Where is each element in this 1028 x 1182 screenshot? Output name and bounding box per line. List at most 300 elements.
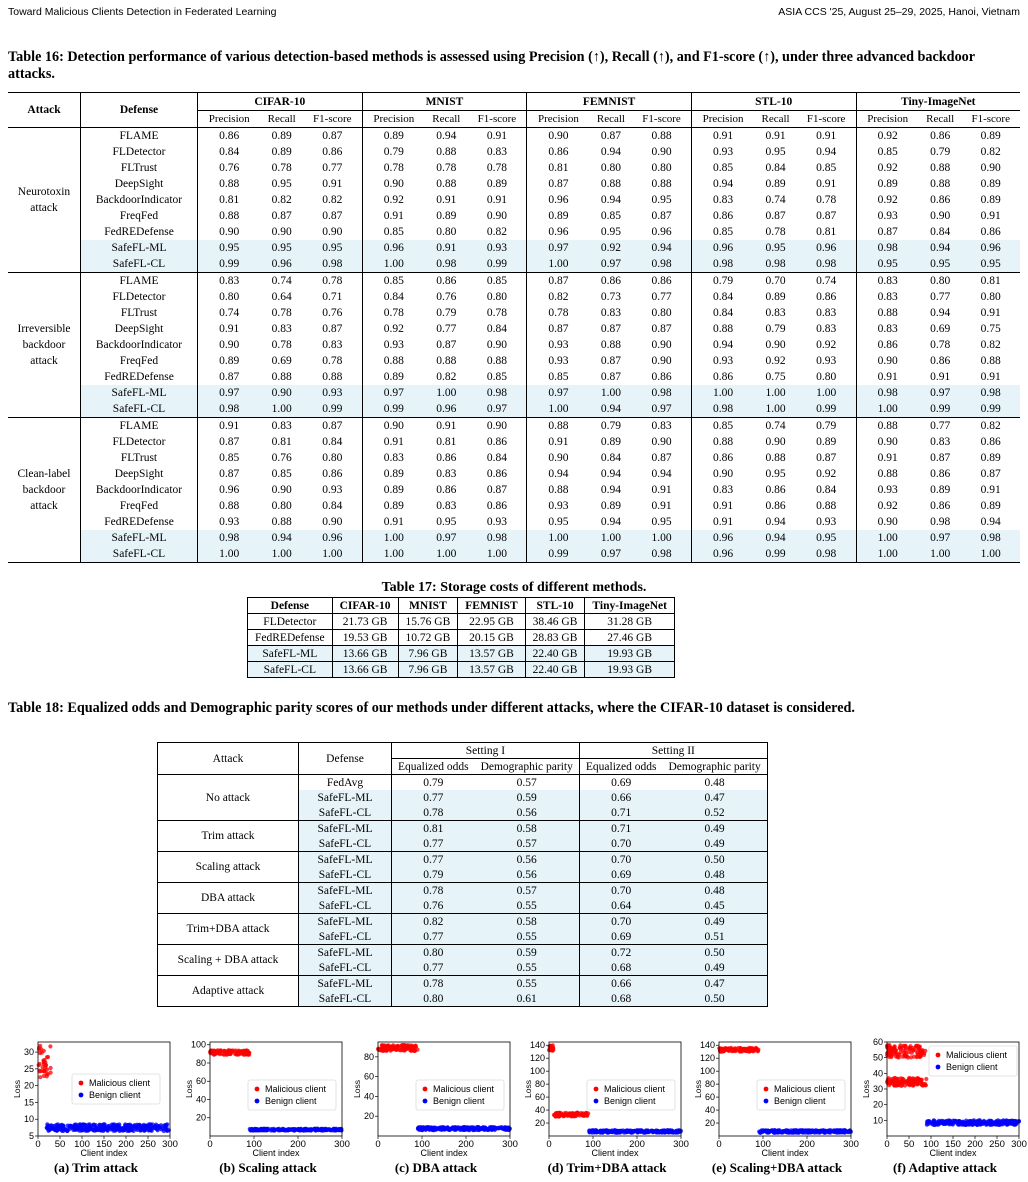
t16-value-cell: 0.89 bbox=[468, 176, 527, 192]
t16-value-cell: 0.91 bbox=[548, 435, 569, 448]
t16-value-cell: 0.87 bbox=[797, 208, 856, 224]
t16-value-cell: 0.83 bbox=[271, 322, 292, 335]
table-row bbox=[8, 337, 1020, 353]
t17-header-cell: CIFAR-10 bbox=[332, 598, 398, 614]
t16-value-cell: 0.92 bbox=[877, 499, 898, 512]
scatter-point bbox=[768, 1129, 772, 1133]
t16-value-cell: 0.77 bbox=[436, 322, 457, 335]
t17-cell: SafeFL-ML bbox=[248, 646, 333, 662]
t16-value-cell: 0.88 bbox=[632, 128, 691, 145]
t16-value-cell: 0.77 bbox=[303, 160, 362, 176]
scatter-point bbox=[659, 1129, 663, 1133]
t16-value-cell: 0.88 bbox=[219, 499, 240, 512]
t18-value-cell: 0.61 bbox=[475, 991, 580, 1007]
t16-value-cell: 0.92 bbox=[383, 193, 404, 206]
scatter-point bbox=[442, 1127, 446, 1131]
y-tick-label: 20 bbox=[195, 1112, 206, 1123]
t16-value-cell: 1.00 bbox=[198, 546, 261, 563]
scatter-plot-svg bbox=[861, 1036, 1028, 1160]
t16-value-cell: 0.79 bbox=[383, 145, 404, 158]
t18-value-cell: 0.70 bbox=[579, 883, 662, 899]
t16-value-cell: 0.77 bbox=[632, 289, 691, 305]
t16-value-cell: 0.94 bbox=[797, 144, 856, 160]
scatter-point bbox=[889, 1048, 893, 1052]
scatter-point bbox=[490, 1127, 494, 1131]
t16-value-cell: 1.00 bbox=[425, 385, 468, 401]
scatter-plot bbox=[523, 1036, 691, 1182]
t16-value-cell: 0.86 bbox=[930, 193, 951, 206]
table-row bbox=[8, 385, 1020, 401]
t16-value-cell: 0.85 bbox=[383, 274, 404, 287]
table-row bbox=[158, 945, 768, 961]
t16-value-cell: 0.88 bbox=[303, 369, 362, 385]
t16-value-cell: 0.93 bbox=[383, 338, 404, 351]
t16-value-cell: 1.00 bbox=[754, 385, 797, 401]
x-tick-label: 150 bbox=[945, 1139, 961, 1150]
scatter-point bbox=[626, 1130, 630, 1134]
scatter-point bbox=[304, 1128, 308, 1132]
t16-value-cell: 0.96 bbox=[797, 240, 856, 256]
t16-metric-header: Precision bbox=[691, 111, 754, 128]
t16-value-cell: 0.84 bbox=[383, 290, 404, 303]
scatter-point bbox=[209, 1049, 213, 1053]
x-tick-label: 100 bbox=[923, 1139, 939, 1150]
x-tick-label: 200 bbox=[118, 1139, 134, 1150]
t16-value-cell: 0.97 bbox=[632, 401, 691, 418]
t17-cell: 21.73 GB bbox=[332, 614, 398, 630]
scatter-point bbox=[45, 1122, 49, 1126]
t16-value-cell: 0.88 bbox=[765, 451, 786, 464]
t16-value-cell: 0.89 bbox=[980, 499, 1001, 512]
x-tick-label: 300 bbox=[162, 1139, 178, 1150]
t18-value-cell: 0.49 bbox=[662, 836, 767, 852]
t16-defense-cell: FLDetector bbox=[81, 434, 198, 450]
t16-value-cell: 0.89 bbox=[383, 370, 404, 383]
table-row bbox=[8, 450, 1020, 466]
t16-value-cell: 0.94 bbox=[600, 515, 621, 528]
legend-label: Benign client bbox=[946, 1062, 998, 1072]
t16-value-cell: 0.88 bbox=[877, 306, 898, 319]
t16-value-cell: 0.78 bbox=[271, 306, 292, 319]
t16-value-cell: 0.86 bbox=[219, 129, 240, 142]
t16-value-cell: 1.00 bbox=[961, 546, 1020, 563]
legend-label: Malicious client bbox=[604, 1084, 666, 1094]
table-row bbox=[158, 775, 768, 791]
t16-value-cell: 0.77 bbox=[930, 290, 951, 303]
legend-marker bbox=[255, 1099, 260, 1104]
t18-value-cell: 0.77 bbox=[392, 852, 475, 868]
scatter-point bbox=[575, 1112, 579, 1116]
t16-value-cell: 0.93 bbox=[712, 145, 734, 158]
scatter-point bbox=[921, 1084, 925, 1088]
t16-metric-header: Recall bbox=[590, 111, 633, 128]
scatter-point bbox=[42, 1049, 46, 1053]
x-tick-label: 300 bbox=[334, 1139, 350, 1150]
t17-cell: 28.83 GB bbox=[525, 630, 585, 646]
x-tick-label: 300 bbox=[1011, 1139, 1027, 1150]
t18-defense-cell: SafeFL-CL bbox=[299, 836, 392, 852]
legend-marker bbox=[79, 1093, 84, 1098]
scatter-point bbox=[228, 1052, 232, 1056]
y-tick-label: 10 bbox=[872, 1115, 883, 1126]
t16-value-cell: 0.85 bbox=[600, 209, 621, 222]
t16-value-cell: 0.94 bbox=[590, 401, 633, 418]
scatter-point bbox=[995, 1119, 999, 1123]
y-tick-label: 80 bbox=[195, 1057, 206, 1068]
scatter-point bbox=[99, 1128, 103, 1132]
t16-defense-cell: FLAME bbox=[81, 273, 198, 290]
t16-value-cell: 0.83 bbox=[600, 306, 621, 319]
t16-value-cell: 0.88 bbox=[219, 209, 240, 222]
t16-value-cell: 0.95 bbox=[548, 515, 569, 528]
t18-value-cell: 0.80 bbox=[392, 945, 475, 961]
scatter-point bbox=[948, 1121, 952, 1125]
x-tick-label: 200 bbox=[629, 1139, 645, 1150]
x-axis-label: Client index bbox=[591, 1148, 639, 1158]
t18-value-cell: 0.55 bbox=[475, 898, 580, 914]
t18-defense-cell: FedAvg bbox=[299, 775, 392, 791]
t17-cell: 22.40 GB bbox=[525, 662, 585, 678]
t18-value-cell: 0.49 bbox=[662, 914, 767, 930]
scatter-point bbox=[49, 1066, 53, 1070]
legend-label: Benign client bbox=[89, 1090, 141, 1100]
t16-value-cell: 0.93 bbox=[548, 338, 569, 351]
t16-metric-header: F1-score bbox=[303, 111, 362, 128]
t18-value-cell: 0.56 bbox=[475, 867, 580, 883]
t18-defense-cell: SafeFL-ML bbox=[299, 852, 392, 868]
t16-value-cell: 0.98 bbox=[468, 385, 527, 401]
t16-value-cell: 0.90 bbox=[468, 208, 527, 224]
scatter-point bbox=[222, 1049, 226, 1053]
t16-value-cell: 0.90 bbox=[548, 129, 569, 142]
t16-value-cell: 0.78 bbox=[383, 161, 404, 174]
t18-value-cell: 0.77 bbox=[392, 929, 475, 945]
t16-value-cell: 0.90 bbox=[632, 337, 691, 353]
scatter-point bbox=[471, 1126, 475, 1130]
t16-defense-cell: BackdoorIndicator bbox=[81, 192, 198, 208]
t18-metric-header: Equalized odds bbox=[392, 759, 475, 775]
t16-value-cell: 0.88 bbox=[436, 177, 457, 190]
t16-value-cell: 0.97 bbox=[590, 256, 633, 273]
t16-value-cell: 0.90 bbox=[712, 467, 734, 480]
t16-value-cell: 0.79 bbox=[712, 274, 734, 287]
y-tick-label: 40 bbox=[534, 1105, 545, 1116]
t16-value-cell: 0.95 bbox=[260, 240, 303, 256]
scatter-point bbox=[923, 1049, 927, 1053]
t16-value-cell: 0.86 bbox=[797, 289, 856, 305]
y-tick-label: 10 bbox=[23, 1114, 34, 1125]
t16-value-cell: 0.87 bbox=[980, 467, 1001, 480]
table-row bbox=[158, 914, 768, 930]
t16-defense-cell: SafeFL-ML bbox=[81, 530, 198, 546]
t18-value-cell: 0.71 bbox=[579, 821, 662, 837]
t16-value-cell: 0.97 bbox=[590, 546, 633, 563]
t16-value-cell: 0.87 bbox=[271, 209, 292, 222]
t18-value-cell: 0.70 bbox=[579, 914, 662, 930]
t16-value-cell: 0.73 bbox=[600, 290, 621, 303]
y-tick-label: 120 bbox=[529, 1053, 545, 1064]
scatter-point bbox=[162, 1124, 166, 1128]
table-row bbox=[8, 369, 1020, 385]
t18-metric-header: Equalized odds bbox=[579, 759, 662, 775]
t16-value-cell: 0.93 bbox=[877, 483, 898, 496]
scatter-point bbox=[48, 1044, 52, 1048]
t16-defense-cell: FedREDefense bbox=[81, 369, 198, 385]
t16-value-cell: 0.78 bbox=[468, 160, 527, 176]
scatter-point bbox=[380, 1043, 384, 1047]
x-tick-label: 100 bbox=[414, 1139, 430, 1150]
t16-value-cell: 0.95 bbox=[961, 256, 1020, 273]
legend-label: Malicious client bbox=[89, 1078, 151, 1088]
t16-value-cell: 1.00 bbox=[362, 546, 425, 563]
scatter-point bbox=[404, 1046, 408, 1050]
t16-value-cell: 0.93 bbox=[548, 499, 569, 512]
y-tick-label: 80 bbox=[704, 1079, 715, 1090]
scatter-point bbox=[752, 1049, 756, 1053]
t16-metric-header: Precision bbox=[362, 111, 425, 128]
scatter-point bbox=[962, 1122, 966, 1126]
t16-value-cell: 0.96 bbox=[425, 401, 468, 418]
t16-value-cell: 0.74 bbox=[765, 193, 786, 206]
scatter-point bbox=[414, 1045, 418, 1049]
t18-value-cell: 0.70 bbox=[579, 836, 662, 852]
table-row bbox=[158, 821, 768, 837]
scatter-point bbox=[730, 1047, 734, 1051]
scatter-point bbox=[938, 1121, 942, 1125]
t16-value-cell: 0.92 bbox=[383, 322, 404, 335]
t16-value-cell: 0.89 bbox=[436, 209, 457, 222]
t16-value-cell: 0.80 bbox=[468, 289, 527, 305]
t18-value-cell: 0.50 bbox=[662, 852, 767, 868]
y-tick-label: 100 bbox=[190, 1039, 206, 1050]
t16-value-cell: 0.78 bbox=[271, 161, 292, 174]
x-tick-label: 300 bbox=[502, 1139, 518, 1150]
t18-attack-cell: Trim+DBA attack bbox=[158, 914, 299, 945]
t16-value-cell: 0.87 bbox=[600, 354, 621, 367]
t16-value-cell: 0.71 bbox=[303, 289, 362, 305]
t16-value-cell: 0.74 bbox=[271, 274, 292, 287]
t16-value-cell: 0.90 bbox=[877, 435, 898, 448]
t16-value-cell: 0.91 bbox=[980, 483, 1001, 496]
t16-value-cell: 0.92 bbox=[797, 337, 856, 353]
t16-value-cell: 0.96 bbox=[691, 530, 754, 546]
t17-cell: 7.96 GB bbox=[398, 662, 458, 678]
legend-label: Benign client bbox=[774, 1096, 826, 1106]
x-tick-label: 100 bbox=[74, 1139, 90, 1150]
t16-value-cell: 1.00 bbox=[527, 401, 590, 418]
scatter-point bbox=[590, 1131, 594, 1135]
y-tick-label: 20 bbox=[363, 1111, 374, 1122]
t16-attack-cell: Irreversible backdoor attack bbox=[8, 273, 81, 418]
t16-value-cell: 0.82 bbox=[980, 145, 1001, 158]
t18-attack-cell: DBA attack bbox=[158, 883, 299, 914]
t16-value-cell: 0.96 bbox=[303, 530, 362, 546]
t16-value-cell: 0.84 bbox=[219, 145, 240, 158]
t16-value-cell: 0.85 bbox=[383, 225, 404, 238]
t16-value-cell: 0.94 bbox=[600, 467, 621, 480]
t16-value-cell: 0.98 bbox=[303, 256, 362, 273]
scatter-point bbox=[53, 1128, 57, 1132]
t16-value-cell: 0.94 bbox=[600, 145, 621, 158]
legend-marker bbox=[936, 1053, 941, 1058]
t16-metric-header: F1-score bbox=[797, 111, 856, 128]
scatter-point bbox=[139, 1126, 143, 1130]
t16-value-cell: 0.86 bbox=[980, 225, 1001, 238]
t16-value-cell: 0.82 bbox=[548, 290, 569, 303]
t18-defense-cell: SafeFL-ML bbox=[299, 976, 392, 992]
t16-value-cell: 0.84 bbox=[303, 498, 362, 514]
y-tick-label: 60 bbox=[195, 1076, 206, 1087]
scatter-point bbox=[315, 1127, 319, 1131]
t16-value-cell: 0.86 bbox=[930, 467, 951, 480]
t16-value-cell: 0.85 bbox=[877, 145, 898, 158]
t16-value-cell: 0.89 bbox=[383, 483, 404, 496]
t16-value-cell: 0.98 bbox=[961, 385, 1020, 401]
t16-value-cell: 0.83 bbox=[303, 337, 362, 353]
t16-defense-cell: FLAME bbox=[81, 128, 198, 145]
t16-value-cell: 0.97 bbox=[527, 240, 590, 256]
t16-value-cell: 0.84 bbox=[600, 451, 621, 464]
t16-defense-header: Defense bbox=[81, 93, 198, 128]
t16-metric-header: F1-score bbox=[468, 111, 527, 128]
y-axis-label: Loss bbox=[523, 1080, 533, 1098]
t16-value-cell: 0.99 bbox=[797, 401, 856, 418]
t16-value-cell: 0.94 bbox=[980, 515, 1001, 528]
t16-value-cell: 1.00 bbox=[362, 530, 425, 546]
t16-value-cell: 0.90 bbox=[303, 514, 362, 530]
table-row bbox=[8, 128, 1020, 145]
scatter-point bbox=[670, 1129, 674, 1133]
t16-value-cell: 0.97 bbox=[919, 530, 962, 546]
scatter-plot bbox=[184, 1036, 352, 1182]
t18-value-cell: 0.81 bbox=[392, 821, 475, 837]
t18-attack-cell: Trim attack bbox=[158, 821, 299, 852]
t16-defense-cell: SafeFL-ML bbox=[81, 240, 198, 256]
t16-value-cell: 0.87 bbox=[548, 177, 569, 190]
t16-value-cell: 0.83 bbox=[219, 274, 240, 287]
scatter-point bbox=[57, 1127, 61, 1131]
t16-value-cell: 0.82 bbox=[980, 338, 1001, 351]
t18-value-cell: 0.56 bbox=[475, 805, 580, 821]
t16-value-cell: 0.78 bbox=[436, 161, 457, 174]
t16-value-cell: 0.79 bbox=[600, 419, 621, 432]
t16-value-cell: 0.83 bbox=[797, 305, 856, 321]
t18-value-cell: 0.66 bbox=[579, 790, 662, 805]
scatter-point bbox=[968, 1121, 972, 1125]
t16-value-cell: 0.91 bbox=[383, 515, 404, 528]
t16-value-cell: 1.00 bbox=[754, 401, 797, 418]
t16-value-cell: 0.84 bbox=[468, 450, 527, 466]
t18-metric-header: Demographic parity bbox=[662, 759, 767, 775]
t16-value-cell: 0.87 bbox=[930, 451, 951, 464]
scatter-point bbox=[79, 1129, 83, 1133]
scatter-point bbox=[38, 1051, 42, 1055]
t16-value-cell: 0.90 bbox=[303, 224, 362, 240]
t16-value-cell: 0.87 bbox=[468, 482, 527, 498]
t16-defense-cell: SafeFL-CL bbox=[81, 256, 198, 273]
scatter-point bbox=[901, 1055, 905, 1059]
t18-value-cell: 0.68 bbox=[579, 991, 662, 1007]
t18-value-cell: 0.57 bbox=[475, 883, 580, 899]
t16-value-cell: 0.80 bbox=[980, 290, 1001, 303]
t18-value-cell: 0.57 bbox=[475, 775, 580, 791]
t16-value-cell: 0.64 bbox=[271, 290, 292, 303]
t16-value-cell: 0.86 bbox=[980, 435, 1001, 448]
scatter-point bbox=[42, 1062, 46, 1066]
t16-value-cell: 0.94 bbox=[260, 530, 303, 546]
t16-value-cell: 0.92 bbox=[797, 466, 856, 482]
t16-value-cell: 0.86 bbox=[712, 209, 734, 222]
scatter-point bbox=[39, 1069, 43, 1073]
t16-value-cell: 0.96 bbox=[548, 225, 569, 238]
scatter-point bbox=[457, 1126, 461, 1130]
t16-value-cell: 0.85 bbox=[271, 467, 292, 480]
y-tick-label: 30 bbox=[23, 1047, 34, 1058]
t16-value-cell: 0.85 bbox=[468, 273, 527, 290]
y-tick-label: 100 bbox=[529, 1066, 545, 1077]
t18-attack-cell: Adaptive attack bbox=[158, 976, 299, 1007]
t16-value-cell: 0.83 bbox=[383, 451, 404, 464]
t16-defense-cell: BackdoorIndicator bbox=[81, 482, 198, 498]
t16-value-cell: 0.95 bbox=[765, 145, 786, 158]
y-axis-label: Loss bbox=[184, 1080, 194, 1098]
t16-value-cell: 0.84 bbox=[712, 306, 734, 319]
t18-defense-cell: SafeFL-ML bbox=[299, 790, 392, 805]
table-row bbox=[8, 321, 1020, 337]
t16-value-cell: 0.91 bbox=[712, 499, 734, 512]
scatter-plot-svg bbox=[12, 1036, 180, 1160]
t16-value-cell: 0.78 bbox=[548, 306, 569, 319]
t18-defense-cell: SafeFL-CL bbox=[299, 867, 392, 883]
t18-value-cell: 0.70 bbox=[579, 852, 662, 868]
t17-cell: 13.57 GB bbox=[458, 662, 525, 678]
t18-attack-header: Attack bbox=[158, 743, 299, 775]
t16-value-cell: 0.76 bbox=[219, 161, 240, 174]
t16-value-cell: 0.91 bbox=[383, 209, 404, 222]
t18-value-cell: 0.57 bbox=[475, 836, 580, 852]
t18-value-cell: 0.45 bbox=[662, 898, 767, 914]
t18-setting-header: Setting II bbox=[579, 743, 767, 759]
scatter-point bbox=[98, 1123, 102, 1127]
t18-value-cell: 0.78 bbox=[392, 976, 475, 992]
t16-value-cell: 0.91 bbox=[712, 515, 734, 528]
t16-value-cell: 0.88 bbox=[271, 515, 292, 528]
t16-value-cell: 0.87 bbox=[632, 321, 691, 337]
table-row bbox=[8, 192, 1020, 208]
t16-defense-cell: BackdoorIndicator bbox=[81, 337, 198, 353]
t16-value-cell: 0.98 bbox=[198, 401, 261, 418]
scatter-plot-svg bbox=[693, 1036, 861, 1160]
t16-value-cell: 0.98 bbox=[797, 546, 856, 563]
x-tick-label: 0 bbox=[716, 1139, 722, 1150]
table-row bbox=[8, 546, 1020, 563]
t16-value-cell: 0.95 bbox=[271, 177, 292, 190]
scatter-point bbox=[894, 1055, 898, 1059]
scatter-point bbox=[665, 1129, 669, 1133]
t16-value-cell: 0.99 bbox=[468, 256, 527, 273]
scatter-point bbox=[243, 1052, 247, 1056]
y-tick-label: 40 bbox=[872, 1068, 883, 1079]
scatter-point bbox=[952, 1119, 956, 1123]
table-row bbox=[8, 144, 1020, 160]
scatter-point bbox=[135, 1123, 139, 1127]
t18-defense-cell: SafeFL-ML bbox=[299, 914, 392, 930]
scatter-point bbox=[629, 1130, 633, 1134]
t18-value-cell: 0.82 bbox=[392, 914, 475, 930]
t16-value-cell: 0.70 bbox=[765, 274, 786, 287]
scatter-point bbox=[561, 1114, 565, 1118]
t16-value-cell: 0.83 bbox=[712, 193, 734, 206]
